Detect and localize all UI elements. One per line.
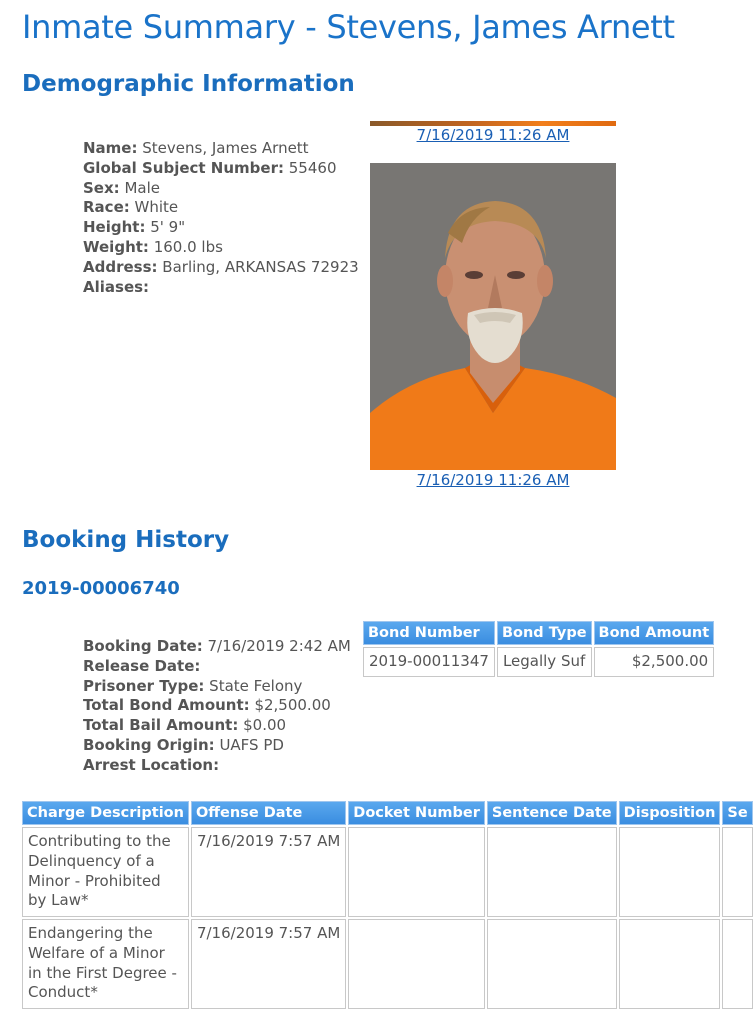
bond-amount-header: Bond Amount [594,621,715,645]
charge-description-cell: Endangering the Welfare of a Minor in the First Degree - Conduct* [22,919,189,1009]
sentence-cell [722,919,752,1009]
name-value: Stevens, James Arnett [142,139,309,157]
sentence-cell [722,827,752,917]
charge-description-header: Charge Description [22,801,189,825]
sentence-header-truncated: Se [722,801,752,825]
release-date-row [83,657,351,677]
gsn-value: 55460 [288,158,337,177]
gsn-label: Global Subject Number: [83,158,284,177]
photo-date-link-2[interactable]: 7/16/2019 11:26 AM [416,471,570,489]
prisoner-type-row [83,677,351,697]
booking-date-label: Booking Date: [83,637,203,655]
charges-table-header-row [22,801,753,825]
page-title: Inmate Summary - Stevens, James Arnett [22,8,675,46]
gsn-row [83,159,359,179]
demographic-heading: Demographic Information [22,71,355,97]
height-row [83,218,359,238]
booking-origin-value: UAFS PD [219,735,284,754]
total-bail-label: Total Bail Amount: [83,716,239,735]
address-label: Address: [83,257,158,276]
arrest-location-row [83,756,351,776]
offense-date-cell: 7/16/2019 7:57 AM [191,827,346,917]
release-date-label: Release Date: [83,656,201,675]
bond-amount-cell: $2,500.00 [594,647,715,677]
booking-date-value: 7/16/2019 2:42 AM [207,637,351,655]
weight-label: Weight: [83,237,149,256]
height-value: 5' 9" [150,218,186,237]
address-row [83,258,359,278]
bond-table [361,619,716,679]
sex-value: Male [124,178,160,197]
height-label: Height: [83,218,146,237]
table-row [22,919,753,1009]
booking-date-row [83,637,351,657]
sentence-date-header: Sentence Date [487,801,617,825]
bond-type-cell: Legally Suf [497,647,592,677]
sentence-date-cell [487,827,617,917]
race-label: Race: [83,198,130,217]
name-label: Name: [83,139,138,157]
charges-table [20,799,755,1011]
booking-history-heading: Booking History [22,527,230,553]
bond-number-header: Bond Number [363,621,495,645]
bond-type-header: Bond Type [497,621,592,645]
arrest-location-label: Arrest Location: [83,755,220,774]
address-value: Barling, ARKANSAS 72923 [162,257,359,276]
booking-info [83,637,351,776]
aliases-row [83,278,359,298]
total-bond-label: Total Bond Amount: [83,696,250,715]
prisoner-type-label: Prisoner Type: [83,676,205,695]
inmate-mugshot-photo [370,163,616,470]
sex-label: Sex: [83,178,120,197]
aliases-label: Aliases: [83,277,150,296]
offense-date-header: Offense Date [191,801,346,825]
disposition-cell [619,827,721,917]
booking-number: 2019-00006740 [22,578,180,599]
disposition-header: Disposition [619,801,721,825]
demographic-info [83,139,359,297]
total-bail-row [83,716,351,736]
total-bond-row [83,696,351,716]
bond-number-cell: 2019-00011347 [363,647,495,677]
total-bond-value: $2,500.00 [254,696,331,715]
docket-number-cell [348,827,485,917]
race-value: White [134,198,179,217]
charge-description-cell: Contributing to the Delinquency of a Minor - Prohibited by Law* [22,827,189,917]
photo-date-link-1[interactable]: 7/16/2019 11:26 AM [416,126,570,144]
weight-value: 160.0 lbs [153,237,223,256]
name-row [83,139,359,159]
booking-origin-label: Booking Origin: [83,735,215,754]
table-row [363,647,714,677]
docket-number-header: Docket Number [348,801,485,825]
race-row [83,198,359,218]
offense-date-cell: 7/16/2019 7:57 AM [191,919,346,1009]
bond-table-header-row [363,621,714,645]
docket-number-cell [348,919,485,1009]
table-row [22,827,753,917]
total-bail-value: $0.00 [243,716,287,735]
sentence-date-cell [487,919,617,1009]
booking-origin-row [83,736,351,756]
weight-row [83,238,359,258]
disposition-cell [619,919,721,1009]
sex-row [83,179,359,199]
prisoner-type-value: State Felony [209,676,303,695]
